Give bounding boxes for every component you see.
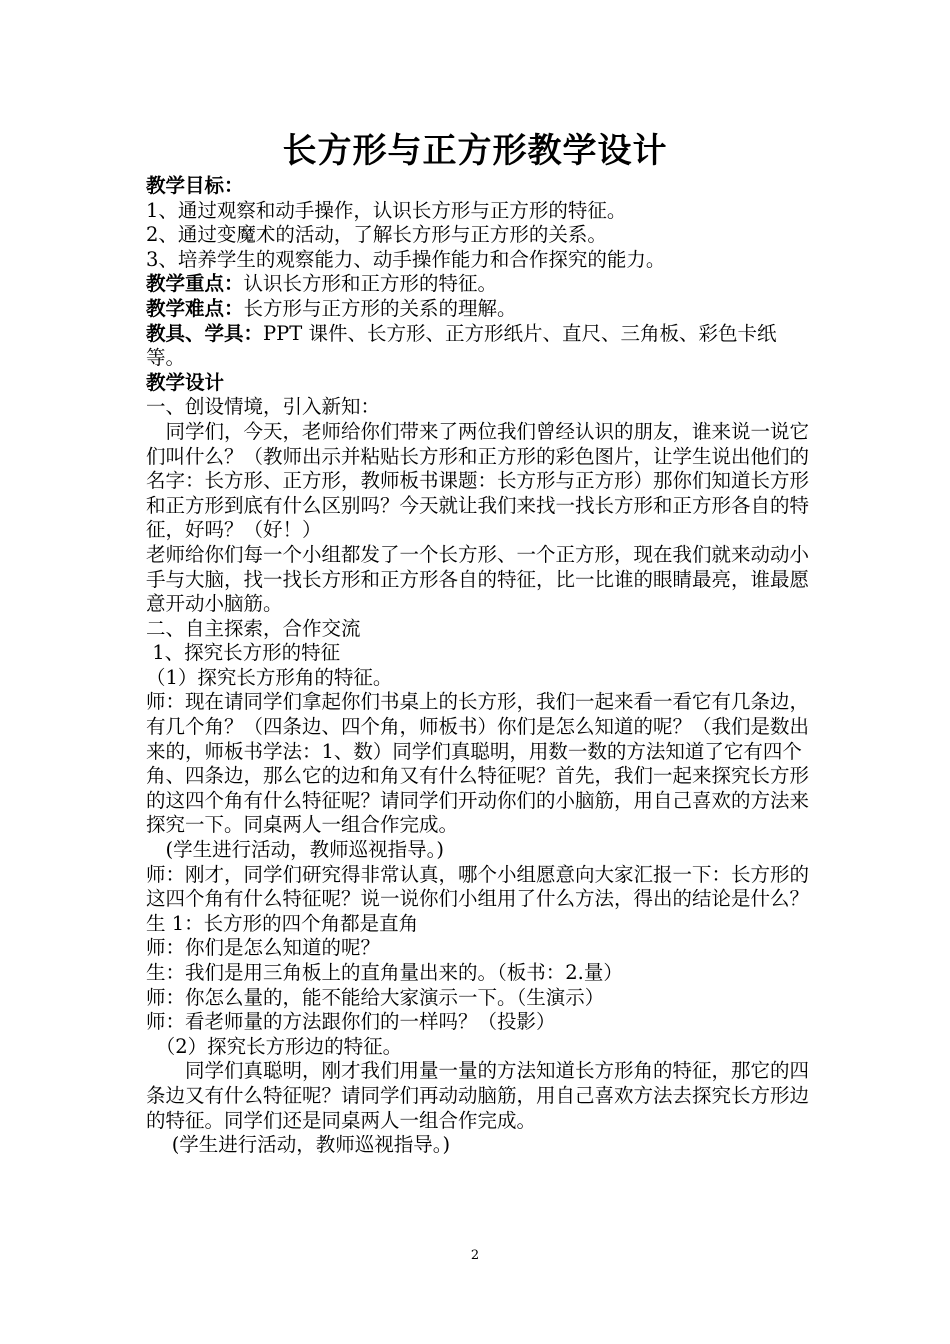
paragraph: 师：现在请同学们拿起你们书桌上的长方形，我们一起来看一看它有几条边，有几个角？（四条边、四个角，师板书）你们是怎么知道的呢？（我们是数出来的，师板书学法：1、数）同学们真聪明，用数一数的方法知道了它有四个角、四条边，那么它的边和角又有什么特征呢？首先，我们一起来探究长方形的这四个角有什么特征呢？请同学们开动你们的小脑筋，用自己喜欢的方法来探究一下。同桌两人一组合作完成。 — [146, 690, 810, 837]
paragraph: 老师给你们每一个小组都发了一个长方形、一个正方形，现在我们就来动动小手与大脑，找一找长方形和正方形各自的特征，比一比谁的眼睛最亮，谁最愿意开动小脑筋。 — [146, 542, 810, 616]
page-title: 长方形与正方形教学设计 — [282, 131, 668, 171]
page-number: 2 — [470, 1248, 480, 1263]
subsection-heading: （1）探究长方形角的特征。 — [146, 665, 393, 689]
subsection-heading: （2）探究长方形边的特征。 — [146, 1034, 403, 1058]
dialog-line: 生：我们是用三角板上的直角量出来的。（板书：2.量） — [146, 961, 623, 984]
dialog-line: 师：你们是怎么知道的呢？ — [146, 936, 381, 960]
objectives-heading: 教学目标： — [146, 174, 244, 197]
activity-note: (学生进行活动，教师巡视指导。) — [146, 1133, 451, 1157]
activity-note: (学生进行活动，教师巡视指导。) — [146, 838, 444, 862]
teaching-difficulty — [146, 297, 810, 322]
section-heading: 一、创设情境，引入新知： — [146, 395, 381, 419]
subsection-heading: 1、探究长方形的特征 — [146, 641, 341, 665]
focus-label: 教学重点： — [146, 272, 244, 296]
difficulty-label: 教学难点： — [146, 296, 244, 320]
paragraph: 师：刚才，同学们研究得非常认真，哪个小组愿意向大家汇报一下：长方形的这四个角有什么特征呢？说一说你们小组用了什么方法，得出的结论是什么？ — [146, 862, 810, 911]
section-heading: 二、自主探索，合作交流 — [146, 616, 361, 640]
tools-label: 教具、学具： — [146, 321, 264, 345]
objective-item: 1、通过观察和动手操作，认识长方形与正方形的特征。 — [146, 198, 627, 222]
objective-item: 2、通过变魔术的活动，了解长方形与正方形的关系。 — [146, 223, 607, 247]
focus-text: 认识长方形和正方形的特征。 — [243, 272, 498, 296]
paragraph: 同学们，今天，老师给你们带来了两位我们曾经认识的朋友，谁来说一说它们叫什么？（教师出示并粘贴长方形和正方形的彩色图片，让学生说出他们的名字：长方形、正方形，教师板书课题：长方形与正方形）那你们知道长方形和正方形到底有什么区别吗？今天就让我们来找一找长方形和正方形各自的特征，好吗？（好！） — [146, 419, 810, 542]
paragraph: 同学们真聪明，刚才我们用量一量的方法知道长方形角的特征，那它的四条边又有什么特征呢？请同学们再动动脑筋，用自己喜欢方法去探究长方形边的特征。同学们还是同桌两人一组合作完成。 — [146, 1059, 810, 1132]
teaching-tools — [146, 322, 810, 371]
teaching-focus — [146, 272, 810, 297]
design-heading: 教学设计 — [146, 370, 225, 394]
document-body — [146, 174, 810, 1158]
tools-text: PPT 课件、长方形、正方形纸片、直尺、三角板、彩色卡纸等。 — [146, 321, 777, 370]
objective-item: 3、培养学生的观察能力、动手操作能力和合作探究的能力。 — [146, 247, 666, 271]
dialog-line: 师：你怎么量的，能不能给大家演示一下。（生演示） — [146, 985, 605, 1009]
dialog-line: 生 1：长方形的四个角都是直角 — [146, 911, 419, 935]
dialog-line: 师：看老师量的方法跟你们的一样吗？（投影） — [146, 1010, 556, 1034]
difficulty-text: 长方形与正方形的关系的理解。 — [243, 296, 517, 320]
